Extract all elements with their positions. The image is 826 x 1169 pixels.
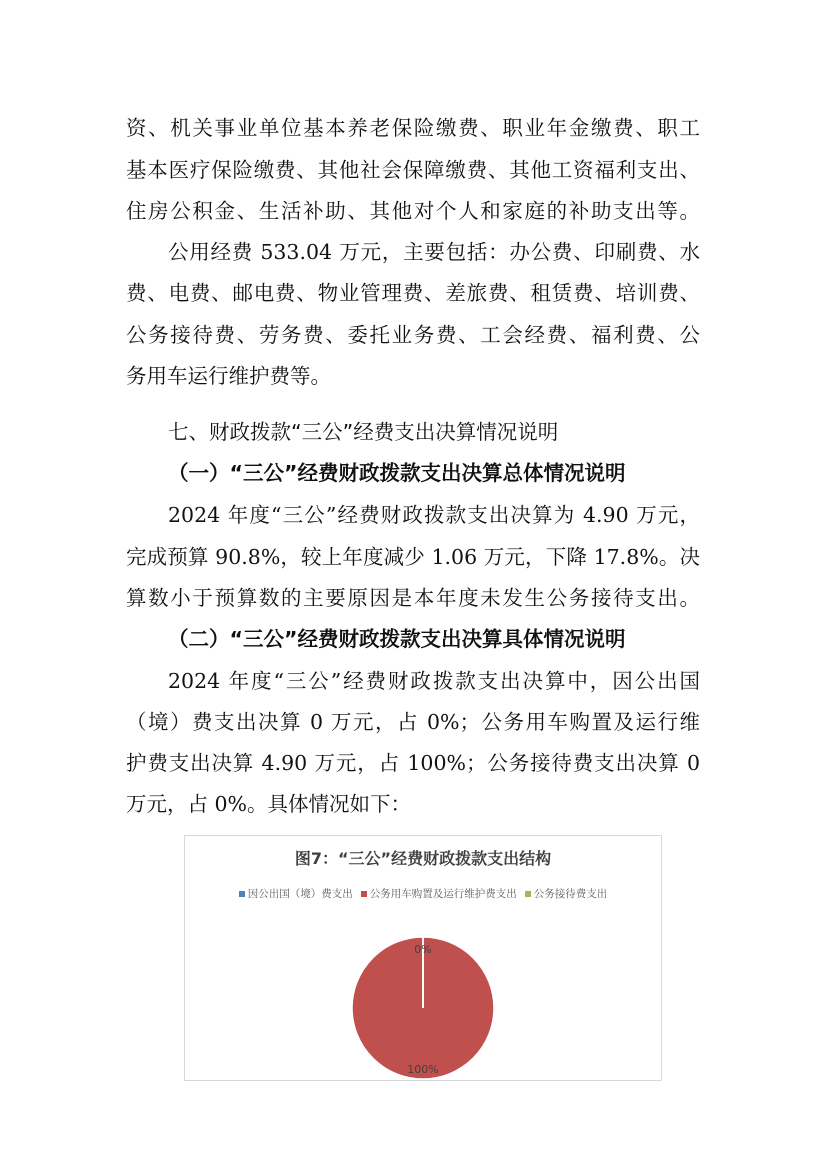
paragraph-line: 2024 年度“三公”经费财政拨款支出决算为 4.90 万元， [168,503,700,527]
chart-title: 图7：“三公”经费财政拨款支出结构 [294,849,552,868]
paragraph-line: 住房公积金、生活补助、其他对个人和家庭的补助支出等。 [126,199,700,223]
paragraph-line: 基本医疗保险缴费、其他社会保障缴费、其他工资福利支出、 [126,158,700,182]
paragraph-line: 算数小于预算数的主要原因是本年度未发生公务接待支出。 [126,586,700,610]
paragraph-line: （境）费支出决算 0 万元，占 0%；公务用车购置及运行维 [126,710,700,734]
paragraph-line: 完成预算 90.8%，较上年度减少 1.06 万元，下降 17.8%。决 [126,545,700,569]
paragraph-line: 务用车运行维护费等。 [126,364,331,388]
pie-plot-area [185,836,661,1080]
paragraph-line: 资、机关事业单位基本养老保险缴费、职业年金缴费、职工 [126,116,700,140]
paragraph-line: 公用经费 533.04 万元，主要包括：办公费、印刷费、水 [168,240,700,264]
paragraph-line: 护费支出决算 4.90 万元，占 100%；公务接待费支出决算 0 [126,751,700,775]
subsection-heading: （一）“三公”经费财政拨款支出决算总体情况说明 [168,461,626,485]
paragraph-line: 公务接待费、劳务费、委托业务费、工会经费、福利费、公 [126,323,700,347]
pie-chart [184,835,662,1081]
pie-data-label: 100% [407,1063,439,1076]
subsection-heading: （二）“三公”经费财政拨款支出决算具体情况说明 [168,627,626,651]
paragraph-line: 万元，占 0%。具体情况如下： [126,792,412,816]
pie-data-label: 0% [414,943,432,956]
paragraph-line: 费、电费、邮电费、物业管理费、差旅费、租赁费、培训费、 [126,281,700,305]
section-heading: 七、财政拨款“三公”经费支出决算情况说明 [168,420,559,444]
legend-label: 因公出国（境）费支出 [247,888,353,900]
paragraph-line: 2024 年度“三公”经费财政拨款支出决算中，因公出国 [168,669,700,693]
legend-label: 公务用车购置及运行维护费支出 [369,888,517,900]
legend-label: 公务接待费支出 [533,888,608,900]
